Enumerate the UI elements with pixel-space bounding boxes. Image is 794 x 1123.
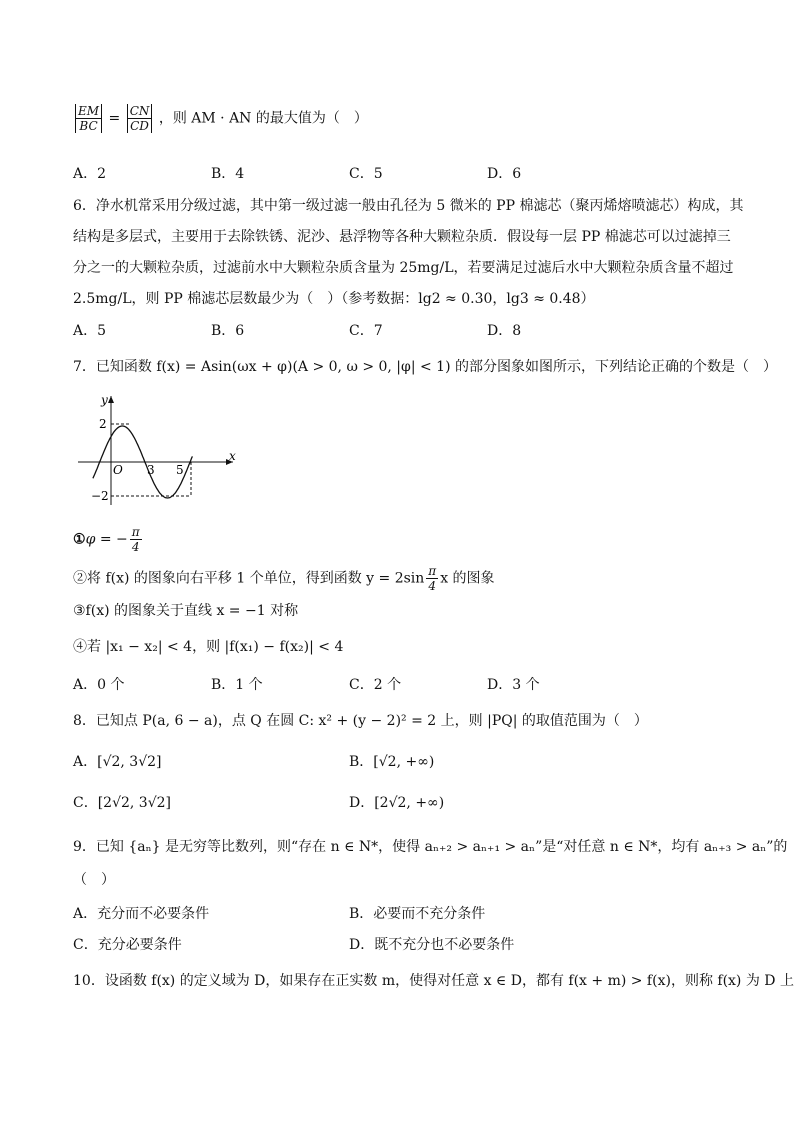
q7-statement-4: ④若 |x₁ − x₂| < 4，则 |f(x₁) − f(x₂)| < 4	[73, 639, 344, 655]
x-tick-5: 5	[176, 463, 184, 477]
q7-statement-2: ②将 f(x) 的图象向右平移 1 个单位，得到函数 y = 2sin $\frac{\pi}{4}$ x 的图象	[73, 564, 495, 593]
q7-option-b: B．1 个	[211, 677, 263, 693]
q7-statement-1: ①φ = − $\frac{\pi}{4}$	[73, 525, 140, 554]
q9-option-d: D．既不充分也不必要条件	[349, 937, 515, 953]
q8-option-b: B．[√2, +∞)	[349, 754, 435, 770]
q6-option-d: D．8	[487, 323, 522, 339]
q6-option-a: A．5	[73, 323, 107, 339]
q9-line-2: （ ）	[73, 872, 115, 888]
fraction-em-bc: $\frac{EM}{BC}$	[75, 104, 102, 133]
q8-stem: 8．已知点 P(a, 6 − a)，点 Q 在圆 C: x² + (y − 2)² = 2 上，则 |PQ| 的取值范围为（ ）	[73, 713, 648, 729]
q5-option-d: D．6	[487, 166, 522, 182]
q7-statement-3: ③f(x) 的图象关于直线 x = −1 对称	[73, 603, 299, 619]
q6-option-b: B．6	[211, 323, 245, 339]
q6-line-1: 6．净水机常采用分级过滤，其中第一级过滤一般由孔径为 5 微米的 PP 棉滤芯（聚丙烯熔喷滤芯）构成，其	[73, 198, 744, 214]
q9-option-b: B．必要而不充分条件	[349, 906, 486, 922]
x-tick-3: 3	[147, 463, 155, 477]
q10-line-1: 10．设函数 f(x) 的定义域为 D，如果存在正实数 m，使得对任意 x ∈ D，都有 f(x + m) > f(x)，则称 f(x) 为 D 上	[73, 973, 794, 989]
q9-line-1: 9．已知 {aₙ} 是无穷等比数列，则“存在 n ∈ N*，使得 aₙ₊₂ > aₙ₊₁ > aₙ”是“对任意 n ∈ N*，均有 aₙ₊₃ > aₙ”的	[73, 839, 788, 855]
q9-option-a: A．充分而不必要条件	[73, 906, 210, 922]
y-axis-label: y	[101, 393, 108, 407]
q9-option-c: C．充分必要条件	[73, 937, 182, 953]
y-tick-neg2: −2	[91, 489, 109, 503]
q7-option-c: C．2 个	[349, 677, 402, 693]
q5-option-b: B．4	[211, 166, 245, 182]
q5-question-text: ，则 AM · AN 的最大值为（ ）	[158, 110, 368, 127]
x-axis-label: x	[229, 449, 236, 463]
q7-option-d: D．3 个	[487, 677, 540, 693]
q5-option-c: C．5	[349, 166, 383, 182]
fraction-cn-cd: $\frac{CN}{CD}$	[127, 104, 153, 133]
q5-condition-line: $\frac{EM}{BC}$ = $\frac{CN}{CD}$ ，则 AM · AN 的最大值为（ ）	[73, 104, 368, 133]
q7-sine-graph	[73, 390, 243, 510]
y-axis-arrow-icon	[108, 396, 114, 403]
q5-option-a: A．2	[73, 166, 107, 182]
y-tick-2: 2	[99, 417, 107, 431]
origin-label: O	[113, 463, 123, 477]
q8-option-a: A．[√2, 3√2]	[73, 754, 162, 770]
q7-stem: 7．已知函数 f(x) = Asin(ωx + φ)(A > 0, ω > 0, |φ| < 1) 的部分图象如图所示，下列结论正确的个数是（ ）	[73, 359, 777, 375]
q6-line-3: 分之一的大颗粒杂质，过滤前水中大颗粒杂质含量为 25mg/L，若要满足过滤后水中大颗粒杂质含量不超过	[73, 260, 734, 276]
q6-option-c: C．7	[349, 323, 383, 339]
q6-line-2: 结构是多层式，主要用于去除铁锈、泥沙、悬浮物等各种大颗粒杂质．假设每一层 PP 棉滤芯可以过滤掉三	[73, 229, 731, 245]
q8-option-c: C．[2√2, 3√2]	[73, 795, 172, 811]
q7-option-a: A．0 个	[73, 677, 125, 693]
q8-option-d: D．[2√2, +∞)	[349, 795, 445, 811]
q6-line-4: 2.5mg/L，则 PP 棉滤芯层数最少为（ ）（参考数据：lg2 ≈ 0.30，lg3 ≈ 0.48）	[73, 291, 595, 307]
